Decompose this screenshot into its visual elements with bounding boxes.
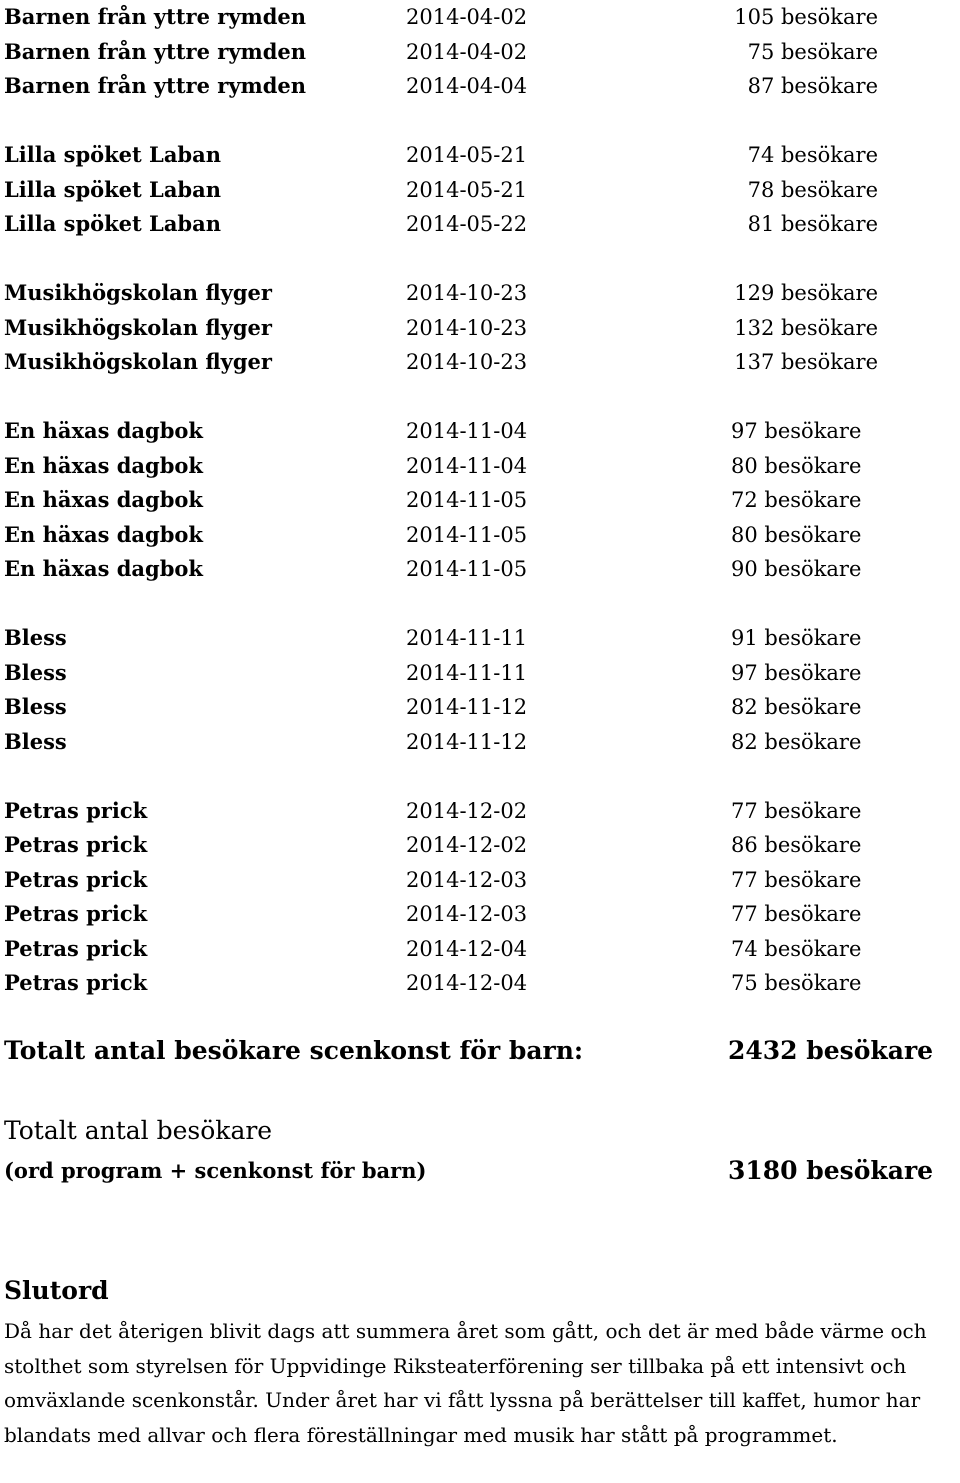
children-total xyxy=(4,1034,934,1068)
performance-date: 2014-11-12 xyxy=(406,729,528,754)
performance-title: Barnen från yttre rymden xyxy=(4,38,307,64)
performance-date: 2014-11-05 xyxy=(406,557,528,581)
performance-row xyxy=(4,518,960,553)
performance-date: 2014-04-02 xyxy=(406,5,528,29)
overall-total-label: Totalt antal besökare xyxy=(4,1116,273,1145)
performance-date: 2014-12-04 xyxy=(406,971,528,995)
performance-visitors: 81 besökare xyxy=(747,212,878,236)
performance-row xyxy=(4,932,960,967)
performance-visitors: 80 besökare xyxy=(731,522,862,547)
performance-group xyxy=(4,621,960,759)
performance-group xyxy=(4,138,960,242)
overall-total-value: 3180 besökare xyxy=(728,1156,934,1185)
performance-date: 2014-12-02 xyxy=(406,833,528,857)
performance-date: 2014-05-21 xyxy=(406,177,528,202)
performance-title: En häxas dagbok xyxy=(4,452,203,478)
performance-row xyxy=(4,35,960,70)
performance-row xyxy=(4,483,960,518)
performance-row xyxy=(4,897,960,932)
performance-visitors: 86 besökare xyxy=(731,833,862,857)
performance-title: Lilla spöket Laban xyxy=(4,176,221,202)
performance-date: 2014-05-22 xyxy=(406,212,528,236)
performance-visitors: 77 besökare xyxy=(731,902,862,926)
performance-date: 2014-11-05 xyxy=(406,522,528,547)
performance-visitors: 105 besökare xyxy=(734,5,878,29)
performance-visitors: 78 besökare xyxy=(747,177,878,202)
performance-date: 2014-12-03 xyxy=(406,867,528,892)
performance-title: Musikhögskolan flyger xyxy=(4,314,272,340)
performance-date: 2014-10-23 xyxy=(406,281,528,305)
performance-row xyxy=(4,966,960,1001)
performance-title: Petras prick xyxy=(4,866,148,892)
performance-visitors: 77 besökare xyxy=(731,798,862,823)
performance-visitors: 77 besökare xyxy=(731,867,862,892)
performance-title: Petras prick xyxy=(4,901,148,926)
overall-total xyxy=(4,1114,934,1188)
performance-row xyxy=(4,621,960,656)
performance-date: 2014-10-23 xyxy=(406,350,528,374)
performance-visitors: 74 besökare xyxy=(731,936,862,961)
children-total-value: 2432 besökare xyxy=(728,1036,934,1065)
performance-title: Musikhögskolan flyger xyxy=(4,349,272,374)
performance-title: Barnen från yttre rymden xyxy=(4,4,307,29)
closing-heading: Slutord xyxy=(4,1276,109,1305)
performance-visitors: 72 besökare xyxy=(731,488,862,512)
performance-date: 2014-10-23 xyxy=(406,315,528,340)
performance-title: Petras prick xyxy=(4,797,148,823)
performance-title: Petras prick xyxy=(4,832,148,857)
performance-title: Petras prick xyxy=(4,935,148,961)
performance-visitors: 80 besökare xyxy=(731,453,862,478)
performance-group xyxy=(4,794,960,1001)
performance-date: 2014-12-04 xyxy=(406,936,528,961)
performance-title: En häxas dagbok xyxy=(4,418,203,443)
performance-row xyxy=(4,311,960,346)
performance-row xyxy=(4,552,960,587)
children-total-label: Totalt antal besökare scenkonst för barn: xyxy=(4,1036,584,1065)
performance-row xyxy=(4,0,960,35)
performance-row xyxy=(4,725,960,760)
performance-title: Bless xyxy=(4,728,67,754)
performance-visitors: 82 besökare xyxy=(731,695,862,719)
performance-row xyxy=(4,69,960,104)
performance-visitors: 97 besökare xyxy=(731,660,862,685)
performance-date: 2014-11-11 xyxy=(406,660,528,685)
performance-title: En häxas dagbok xyxy=(4,487,203,512)
performance-title: Lilla spöket Laban xyxy=(4,142,221,167)
performance-visitors: 91 besökare xyxy=(731,626,862,650)
performance-row xyxy=(4,656,960,691)
performance-row xyxy=(4,828,960,863)
performance-row xyxy=(4,414,960,449)
closing-paragraph: Då har det återigen blivit dags att summera året som gått, och det är med både värme och stolthet som styrelsen för Uppvidinge Riksteaterförening ser tillbaka på ett intensivt och omväxlande scenkonstår. Under året har vi fått lyssna på berättelser till kaffet, humor har blandats med allvar och flera föreställningar med musik har stått på programmet. xyxy=(4,1319,927,1447)
performance-visitors: 132 besökare xyxy=(734,315,878,340)
performance-title: Bless xyxy=(4,694,67,719)
performance-row xyxy=(4,863,960,898)
performance-date: 2014-12-02 xyxy=(406,798,528,823)
performance-date: 2014-11-12 xyxy=(406,695,528,719)
performance-visitors: 90 besökare xyxy=(731,557,862,581)
performance-row xyxy=(4,794,960,829)
performance-date: 2014-05-21 xyxy=(406,143,528,167)
performance-date: 2014-04-04 xyxy=(406,74,528,98)
performance-group xyxy=(4,0,960,104)
performance-visitors: 129 besökare xyxy=(734,281,878,305)
performance-title: Bless xyxy=(4,625,67,650)
performance-group xyxy=(4,414,960,587)
performance-date: 2014-11-04 xyxy=(406,419,528,443)
performance-visitors: 137 besökare xyxy=(734,350,878,374)
performance-visitors: 97 besökare xyxy=(731,419,862,443)
performance-title: Barnen från yttre rymden xyxy=(4,73,307,98)
closing-section xyxy=(4,1274,960,1452)
performance-date: 2014-12-03 xyxy=(406,902,528,926)
performance-group xyxy=(4,276,960,380)
performance-title: Bless xyxy=(4,659,67,685)
performance-row xyxy=(4,449,960,484)
performance-visitors: 74 besökare xyxy=(747,143,878,167)
overall-total-sublabel: (ord program + scenkonst för barn) xyxy=(4,1158,427,1183)
performance-row xyxy=(4,138,960,173)
performance-title: Petras prick xyxy=(4,970,148,995)
performance-title: Lilla spöket Laban xyxy=(4,211,221,236)
performance-title: En häxas dagbok xyxy=(4,556,203,581)
performance-date: 2014-11-04 xyxy=(406,453,528,478)
performance-visitors: 75 besökare xyxy=(731,971,862,995)
performance-title: Musikhögskolan flyger xyxy=(4,280,272,305)
performance-date: 2014-11-05 xyxy=(406,488,528,512)
performance-row xyxy=(4,345,960,380)
performance-date: 2014-04-02 xyxy=(406,39,528,64)
performance-date: 2014-11-11 xyxy=(406,626,528,650)
performance-visitors: 87 besökare xyxy=(747,74,878,98)
performance-row xyxy=(4,207,960,242)
performance-visitors: 75 besökare xyxy=(747,39,878,64)
performance-title: En häxas dagbok xyxy=(4,521,203,547)
performance-row xyxy=(4,173,960,208)
performance-list xyxy=(4,0,960,1035)
performance-row xyxy=(4,276,960,311)
performance-row xyxy=(4,690,960,725)
performance-visitors: 82 besökare xyxy=(731,729,862,754)
